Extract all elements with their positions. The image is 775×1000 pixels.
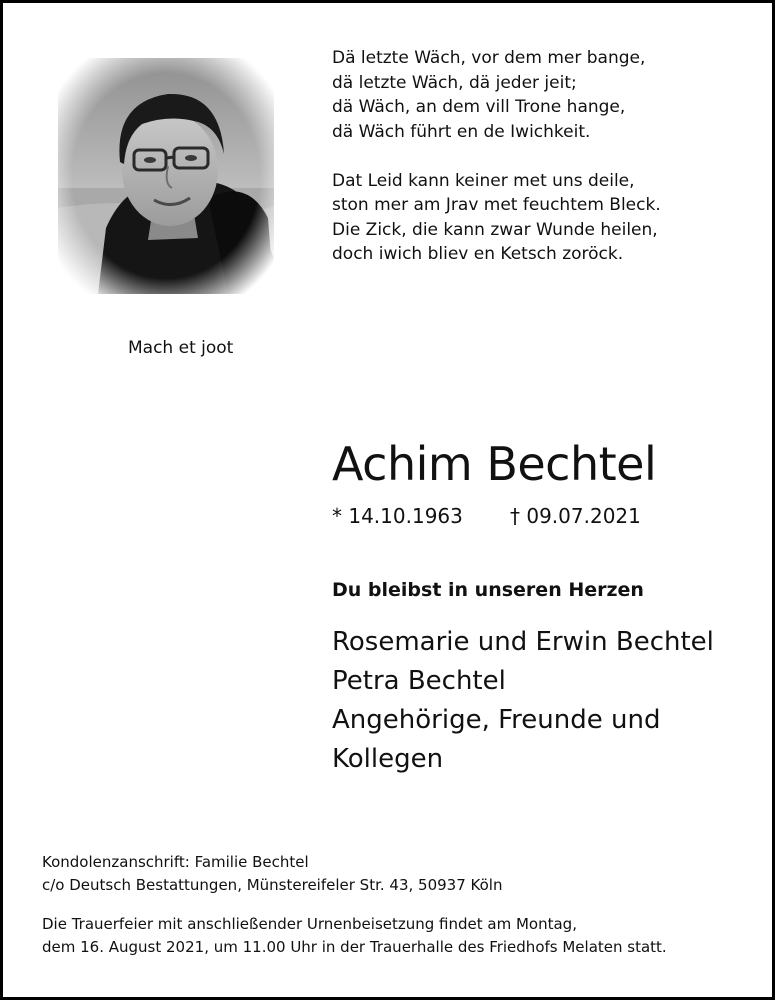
poem-stanza <box>332 169 752 267</box>
mourner-line: Petra Bechtel <box>332 666 506 696</box>
address-line: Kondolenzanschrift: Familie Bechtel <box>42 853 309 871</box>
poem <box>332 46 752 291</box>
life-dates <box>332 503 641 529</box>
poem-line: ston mer am Jrav met feuchtem Bleck. <box>332 195 661 215</box>
poem-line: dä Wäch führt en de Iwichkeit. <box>332 121 591 142</box>
poem-line: Die Zick, die kann zwar Wunde heilen, <box>332 219 658 240</box>
service-line: Die Trauerfeier mit anschließender Urnenbeisetzung findet am Montag, <box>42 915 577 933</box>
poem-line: Dä letzte Wäch, vor dem mer bange, <box>332 48 646 68</box>
poem-line: dä letzte Wäch, dä jeder jeit; <box>332 72 577 93</box>
funeral-service-info <box>42 913 762 959</box>
poem-line: doch iwich bliev en Ketsch zoröck. <box>332 244 624 264</box>
poem-stanza <box>332 46 752 144</box>
deceased-name: Achim Bechtel <box>332 437 657 491</box>
mourner-line: Angehörige, Freunde und <box>332 705 661 735</box>
poem-line: dä Wäch, an dem vill Trone hange, <box>332 97 626 117</box>
mourner-line: Kollegen <box>332 744 444 774</box>
address-line: c/o Deutsch Bestattungen, Münstereifeler Str. 43, 50937 Köln <box>42 876 503 894</box>
death-date: † 09.07.2021 <box>510 504 641 528</box>
service-line: dem 16. August 2021, um 11.00 Uhr in der Trauerhalle des Friedhofs Melaten statt. <box>42 938 667 956</box>
birth-date: * 14.10.1963 <box>332 504 463 528</box>
mourner-line: Rosemarie und Erwin Bechtel <box>332 627 714 657</box>
mourners-list <box>332 623 752 779</box>
motto: Du bleibst in unseren Herzen <box>332 579 644 601</box>
condolence-address <box>42 851 742 897</box>
portrait-photo <box>58 58 274 294</box>
photo-caption: Mach et joot <box>128 338 234 358</box>
poem-line: Dat Leid kann keiner met uns deile, <box>332 170 635 191</box>
portrait-photo-icon <box>58 58 274 294</box>
